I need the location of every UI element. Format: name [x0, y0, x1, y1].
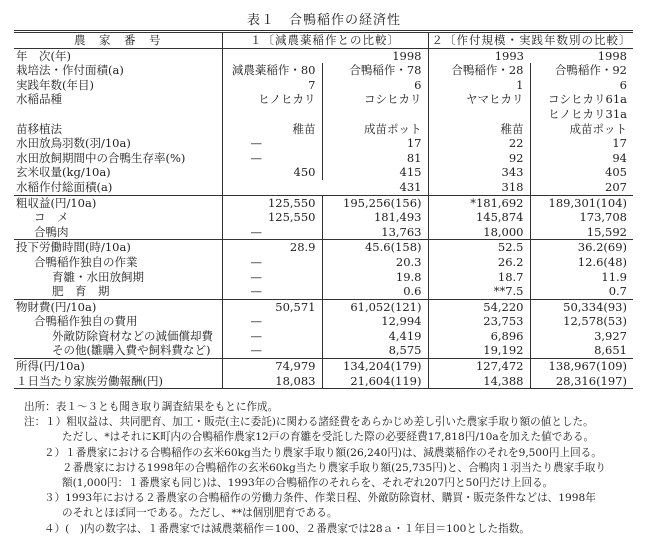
header-farm-1: １〔減農薬稲作との比較〕 — [222, 32, 428, 49]
table-cell: 181,493 — [322, 210, 428, 225]
row-label — [14, 107, 222, 122]
table-cell — [222, 107, 322, 122]
table-cell: — — [222, 151, 322, 166]
table-cell: 13,763 — [322, 225, 428, 240]
table-cell: ヒノヒカリ31a — [530, 107, 633, 122]
table-cell: 23,753 — [428, 314, 530, 329]
table-cell: 415 — [322, 165, 428, 180]
row-label: 水田放飼期間中の合鴨生存率(%) — [16, 150, 186, 165]
table-cell: 405 — [530, 165, 633, 180]
table-cell: コシヒカリ61a — [530, 92, 633, 107]
table-cell: 1998 — [222, 48, 428, 63]
table-cell: 92 — [428, 151, 530, 166]
footnote: ３）1993年における２番農家の合鴨稲作の労働力条件、作業日程、外敵防除資材、購買・販売条件などは、1998年 — [44, 492, 596, 505]
table-row — [14, 255, 633, 270]
table-cell: 127,472 — [428, 359, 530, 374]
table-cell — [428, 107, 530, 122]
row-label: その他(雛購入費や飼料費など) — [52, 343, 211, 358]
row-label: 実践年数(年目) — [16, 77, 94, 92]
table-cell: 431 — [222, 180, 428, 195]
table-cell: — — [222, 270, 322, 285]
table-row — [14, 240, 633, 255]
table-cell: 減農薬稲作・80 — [222, 63, 322, 78]
header-farm-number: 農 家 番 号 — [14, 32, 222, 49]
table-cell: 74,979 — [222, 359, 322, 374]
row-label: 物財費(円/10a) — [14, 299, 222, 314]
table-cell: 81 — [322, 151, 428, 166]
table-cell: 1993 — [428, 48, 530, 63]
table-notes — [0, 400, 648, 537]
table-cell: 134,204(179) — [322, 359, 428, 374]
table-cell: 28.9 — [222, 240, 322, 255]
table-cell: 8,651 — [530, 343, 633, 358]
table-cell: 145,874 — [428, 210, 530, 225]
table-cell: 14,388 — [428, 374, 530, 389]
row-label: 水稲品種 — [16, 92, 62, 107]
table-cell: 0.7 — [530, 284, 633, 299]
table-cell: 26.2 — [428, 255, 530, 270]
table-cell: 318 — [428, 180, 530, 195]
row-label: 玄米収量(kg/10a) — [16, 165, 111, 180]
table-cell: 138,967(109) — [530, 359, 633, 374]
table-cell: 19,192 — [428, 343, 530, 358]
table-row — [14, 92, 633, 107]
table-row — [14, 314, 633, 329]
table-header-row — [14, 32, 633, 49]
row-label: 外敵防除資材などの減価償却費 — [52, 328, 213, 343]
table-row — [14, 299, 633, 314]
table-cell: 18,083 — [222, 374, 322, 389]
row-label: 育雛・水田放飼期 — [52, 269, 144, 284]
table-cell: **7.5 — [428, 284, 530, 299]
row-label: 合鴨肉 — [34, 224, 69, 239]
footnote: のそれとほぼ同一である。ただし、**は個別肥育である。 — [62, 507, 338, 520]
table-cell: 22 — [428, 136, 530, 151]
table-cell: 195,256(156) — [322, 195, 428, 210]
table-cell: 18.7 — [428, 270, 530, 285]
table-cell: 稚苗 — [428, 122, 530, 137]
table-cell: 15,592 — [530, 225, 633, 240]
row-label: 年 次(年) — [16, 48, 71, 63]
row-label: 合鴨稲作独自の費用 — [34, 314, 138, 329]
table-cell: 61,052(121) — [322, 299, 428, 314]
footnote: 額(1,000円：１番農家も同じ)は、1993年の合鴨稲作のそれらを、それぞれ207円と50円だけ上回る。 — [62, 477, 554, 490]
table-cell: 1998 — [597, 48, 627, 63]
table-cell: 1 — [428, 78, 530, 93]
table-cell: 50,334(93) — [530, 299, 633, 314]
table-cell: — — [222, 314, 322, 329]
table-cell: 合鴨稲作・92 — [530, 63, 633, 78]
row-label: １日当たり家族労働報酬(円) — [14, 374, 222, 389]
table-row — [14, 180, 633, 195]
table-cell — [322, 107, 428, 122]
table-cell: *181,692 — [428, 195, 530, 210]
table-row — [14, 151, 633, 166]
table-cell: — — [222, 136, 322, 151]
table-cell: コシヒカリ — [322, 92, 428, 107]
table-row — [14, 107, 633, 122]
table-cell: 125,550 — [222, 210, 322, 225]
table-row — [14, 210, 633, 225]
table-cell: — — [222, 343, 322, 358]
table-row — [14, 374, 633, 389]
table-cell: 8,575 — [322, 343, 428, 358]
source-note: 出所：表１～３とも聞き取り調査結果をもとに作成。 — [24, 401, 279, 413]
table-row — [14, 122, 633, 137]
table-cell: 合鴨稲作・78 — [322, 63, 428, 78]
row-label: 苗移植法 — [16, 121, 62, 136]
table-cell: 343 — [428, 165, 530, 180]
footnote: ２番農家における1998年の合鴨稲作の玄米60kg当たり農家手取り額(25,735円)と、合鴨肉１羽当たり農家手取り — [62, 461, 606, 474]
table-cell: — — [222, 225, 322, 240]
table-cell: 207 — [530, 180, 633, 195]
table-cell: ヒノヒカリ — [222, 92, 322, 107]
row-label: 合鴨稲作独自の作業 — [34, 254, 138, 269]
table-row — [14, 343, 633, 358]
footnote: ４）( )内の数字は、１番農家では減農薬稲作＝100、２番農家では28ａ・１年目＝100とした指数。 — [44, 522, 530, 535]
row-label: 栽培法・作付面積(a) — [16, 63, 124, 78]
table-cell: 125,550 — [222, 195, 322, 210]
table-cell: 7 — [222, 78, 322, 93]
table-cell: 合鴨稲作・28 — [428, 63, 530, 78]
table-cell: 成苗ポット — [322, 122, 428, 137]
table-cell: 3,927 — [530, 329, 633, 344]
table-row — [14, 195, 633, 210]
table-cell: 成苗ポット — [530, 122, 633, 137]
row-label: 所得(円/10a) — [14, 359, 222, 374]
table-row — [14, 329, 633, 344]
table-row — [14, 48, 633, 63]
table-row — [14, 359, 633, 374]
table-cell: 50,571 — [222, 299, 322, 314]
table-cell: 18,000 — [428, 225, 530, 240]
footnote: ２）１番農家における合鴨稲作の玄米60kg当たり農家手取り額(26,240円)は、減農薬稲作のそれを9,500円上回る。 — [44, 446, 602, 459]
table-cell: 0.6 — [322, 284, 428, 299]
table-cell: 6 — [322, 78, 428, 93]
row-label: 粗収益(円/10a) — [14, 195, 222, 210]
economics-table — [14, 30, 633, 389]
table-cell: 20.3 — [322, 255, 428, 270]
table-row — [14, 165, 633, 180]
table-cell: 21,604(119) — [322, 374, 428, 389]
table-cell: 450 — [222, 165, 322, 180]
table-row — [14, 284, 633, 299]
table-cell: 173,708 — [530, 210, 633, 225]
table-cell: 28,316(197) — [530, 374, 633, 389]
table-row — [14, 136, 633, 151]
table-cell: 17 — [322, 136, 428, 151]
row-label: 水稲作付総面積(a) — [16, 179, 113, 194]
table-cell: 36.2(69) — [530, 240, 633, 255]
table-cell: 189,301(104) — [530, 195, 633, 210]
table-row — [14, 270, 633, 285]
table-cell: 12,994 — [322, 314, 428, 329]
table-cell: 45.6(158) — [322, 240, 428, 255]
table-cell: ヤマヒカリ — [428, 92, 530, 107]
table-cell: 6,896 — [428, 329, 530, 344]
table-cell: 54,220 — [428, 299, 530, 314]
table-cell: — — [222, 284, 322, 299]
table-cell: 19.8 — [322, 270, 428, 285]
row-label: 肥 育 期 — [52, 284, 110, 299]
table-cell: — — [222, 255, 322, 270]
table-cell: 12.6(48) — [530, 255, 633, 270]
row-label: コ メ — [34, 210, 69, 225]
header-farm-2: ２〔作付規模・実践年数別の比較〕 — [428, 32, 633, 49]
table-row — [14, 225, 633, 240]
table-cell: 12,578(53) — [530, 314, 633, 329]
table-row — [14, 78, 633, 93]
footnote: ただし、*はそれにK町内の合鴨稲作農家12戸の育雛を受託した際の必要経費17,818円/10aを加えた値である。 — [62, 431, 595, 444]
table-cell: — — [222, 329, 322, 344]
table-title: 表１ 合鴨稲作の経済性 — [246, 13, 401, 28]
table-cell: 稚苗 — [222, 122, 322, 137]
row-label: 投下労働時間(時/10a) — [14, 240, 222, 255]
table-cell: 17 — [530, 136, 633, 151]
table-row — [14, 63, 633, 78]
table-cell: 11.9 — [530, 270, 633, 285]
table-cell: 94 — [530, 151, 633, 166]
table-cell: 4,419 — [322, 329, 428, 344]
footnote: 注：１）粗収益は、共同肥育、加工・販売(主に委託)に関わる諸経費をあらかじめ差し引いた農家手取り額の値とした。 — [24, 416, 594, 429]
row-label: 水田放鳥羽数(羽/10a) — [16, 136, 131, 151]
table-cell: 52.5 — [428, 240, 530, 255]
table-cell: 6 — [530, 78, 633, 93]
